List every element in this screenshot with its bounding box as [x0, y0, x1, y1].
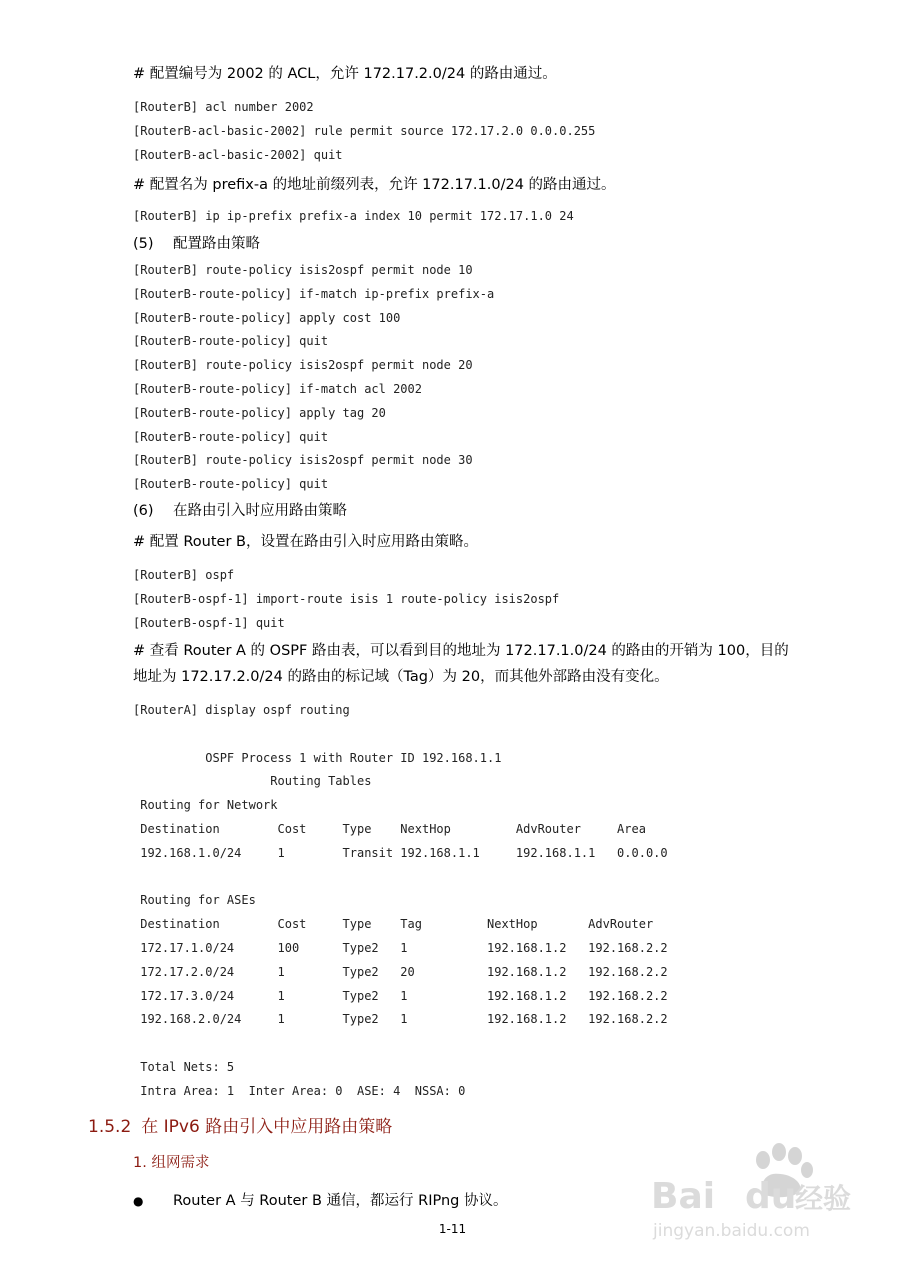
code-line: 172.17.3.0/24 1 Type2 1 192.168.1.2 192.168.2.2: [133, 988, 668, 1003]
view-heading-line-1: # 查看 Router A 的 OSPF 路由表，可以看到目的地址为 172.17.1.0/24 的路由的开销为 100，目的: [133, 643, 789, 659]
svg-text:经验: 经验: [795, 1182, 852, 1215]
code-line: [RouterB-acl-basic-2002] rule permit source 172.17.2.0 0.0.0.255: [133, 123, 596, 138]
prefix-heading: # 配置名为 prefix-a 的地址前缀列表，允许 172.17.1.0/24 的路由通过。: [133, 177, 616, 193]
code-line: Routing for ASEs: [133, 893, 256, 908]
ospf-code-block: [133, 564, 853, 635]
acl-heading: # 配置编号为 2002 的 ACL，允许 172.17.2.0/24 的路由通过。: [133, 66, 557, 82]
code-line: [RouterB] route-policy isis2ospf permit node 30: [133, 453, 473, 468]
acl-code-block: [133, 96, 853, 167]
section-heading: [88, 1116, 392, 1138]
code-line: Destination Cost Type Tag NextHop AdvRouter: [133, 917, 654, 932]
svg-text:du: du: [745, 1176, 797, 1217]
code-line: [RouterB-route-policy] apply tag 20: [133, 405, 386, 420]
code-line: [RouterB-route-policy] quit: [133, 477, 329, 492]
code-line: [133, 1032, 853, 1056]
code-line: [RouterB] route-policy isis2ospf permit node 10: [133, 263, 473, 277]
section-number: 1.5.2: [88, 1117, 132, 1137]
code-line: [RouterA] display ospf routing: [133, 703, 350, 717]
page-number: 1-11: [438, 1222, 467, 1236]
code-line: Destination Cost Type NextHop AdvRouter Area: [133, 821, 646, 836]
code-line: [RouterB-route-policy] if-match ip-prefix prefix-a: [133, 286, 495, 301]
code-line: [RouterB] ip ip-prefix prefix-a index 10 permit 172.17.1.0 24: [133, 209, 574, 223]
view-heading-line-2: 地址为 172.17.2.0/24 的路由的标记域（Tag）为 20，而其他外部路由没有变化。: [133, 669, 669, 685]
code-line: [RouterB-ospf-1] import-route isis 1 route-policy isis2ospf: [133, 591, 560, 606]
svg-text:Bai: Bai: [651, 1176, 716, 1217]
routing-output-block: [133, 699, 853, 1104]
code-line: [RouterB] route-policy isis2ospf permit node 20: [133, 358, 473, 373]
bullet-text: Router A 与 Router B 通信，都运行 RIPng 协议。: [173, 1193, 508, 1209]
code-line: Intra Area: 1 Inter Area: 0 ASE: 4 NSSA: 0: [133, 1083, 466, 1098]
code-line: [133, 723, 853, 747]
step-6: [133, 501, 347, 521]
step-number: (6): [133, 503, 154, 519]
step-text: 配置路由策略: [173, 236, 260, 252]
policy-code-block: [133, 259, 853, 497]
step-number: (5): [133, 236, 154, 252]
code-line: [RouterB-route-policy] quit: [133, 429, 329, 444]
code-line: Routing Tables: [133, 774, 372, 789]
code-line: 192.168.2.0/24 1 Type2 1 192.168.1.2 192.168.2.2: [133, 1012, 668, 1027]
code-line: Routing for Network: [133, 798, 278, 813]
code-line: 172.17.1.0/24 100 Type2 1 192.168.1.2 192.168.2.2: [133, 940, 668, 955]
code-line: [RouterB-route-policy] apply cost 100: [133, 310, 401, 325]
subsection-heading: 1. 组网需求: [133, 1155, 210, 1171]
code-line: [RouterB-acl-basic-2002] quit: [133, 147, 343, 162]
step-5: [133, 234, 260, 254]
code-line: 192.168.1.0/24 1 Transit 192.168.1.1 192.168.1.1 0.0.0.0: [133, 845, 668, 860]
svg-text:jingyan.baidu.com: jingyan.baidu.com: [653, 1221, 810, 1241]
code-line: [RouterB-ospf-1] quit: [133, 615, 285, 630]
code-line: [RouterB-route-policy] quit: [133, 334, 329, 349]
prefix-code-block: [133, 205, 853, 229]
bullet-icon: ●: [133, 1194, 144, 1208]
code-line: 172.17.2.0/24 1 Type2 20 192.168.1.2 192.168.2.2: [133, 964, 668, 979]
routerb-heading: # 配置 Router B，设置在路由引入时应用路由策略。: [133, 534, 478, 550]
code-line: [RouterB] ospf: [133, 568, 235, 582]
code-line: [RouterB] acl number 2002: [133, 100, 314, 114]
section-title: 在 IPv6 路由引入中应用路由策略: [141, 1117, 393, 1137]
bullet-item: [133, 1191, 507, 1211]
code-line: [RouterB-route-policy] if-match acl 2002: [133, 381, 422, 396]
code-line: [133, 866, 853, 890]
code-line: Total Nets: 5: [133, 1059, 235, 1074]
code-line: OSPF Process 1 with Router ID 192.168.1.1: [133, 750, 502, 765]
step-text: 在路由引入时应用路由策略: [173, 503, 347, 519]
